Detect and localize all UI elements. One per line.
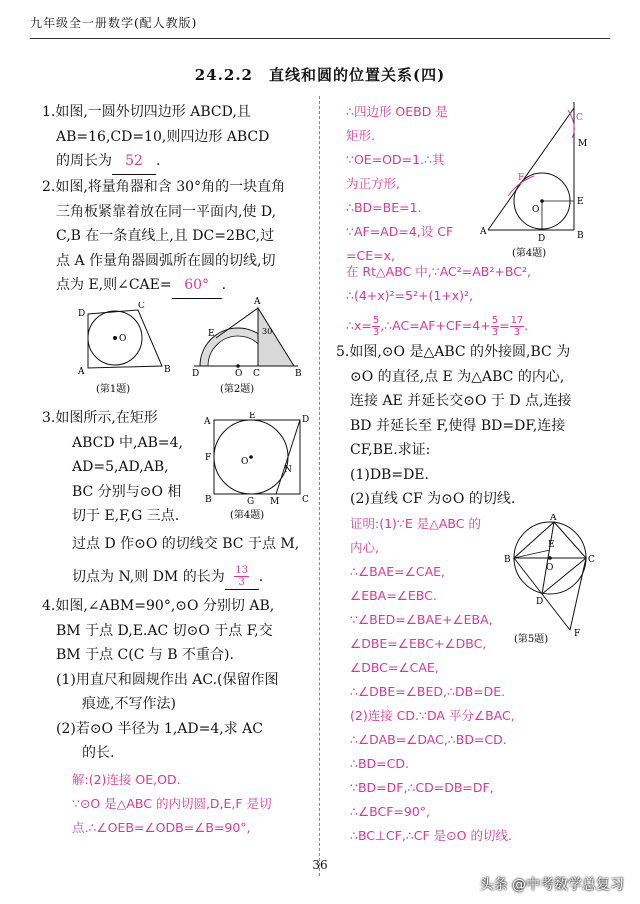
fig5-caption: (第5题) [514, 634, 549, 645]
question-5-solution: ∵∠BED=∠BAE+∠EBA, ∠DBE=∠EBC+∠DBC, ∠DBC=∠CAE, ∴∠DBE=∠BED,∴DB=DE. (2)连接 CD.∵DA 平分∠BAC, ∴∠DAB=∠DAC,∴BD=CD. ∴BD=CD. ∵BD=DF,∴CD=DB=DF, ∴∠BCF=90°, ∴BC⊥CF,∴CF 是⊙O 的切线. [350, 612, 515, 843]
fig1-caption: (第1题) [96, 384, 131, 395]
fig4t-caption: (第4题) [512, 248, 547, 259]
figure-5 [500, 514, 610, 648]
fig4t-label-c: C [576, 113, 583, 123]
fig4r-label-o: O [241, 457, 249, 467]
fig4t-label-m: M [578, 139, 588, 149]
page-number: 36 [312, 858, 328, 872]
fig5-label-d: D [536, 597, 544, 607]
fig1-label-d: D [78, 309, 86, 319]
fig2-label-o: O [235, 369, 243, 379]
figure-2 [190, 296, 310, 398]
fig5-label-f: F [574, 629, 581, 639]
q2-answer-blank [172, 273, 222, 299]
fig4r-caption: (第4题) [230, 510, 265, 521]
fig2-label-c: C [253, 369, 260, 379]
fig5-label-e: E [548, 540, 555, 550]
column-divider [319, 96, 320, 876]
q3-answer-denominator: 3 [238, 577, 245, 588]
figure-4-triangle [478, 98, 610, 264]
question-5-solution-top: 证明:(1)∵E 是△ABC 的 内心, ∴∠BAE=∠CAE, ∠EBA=∠EBC. [350, 516, 481, 603]
fig4r-label-c: C [302, 495, 309, 505]
fig5-label-a: A [550, 514, 557, 523]
fig4r-label-g: G [247, 497, 255, 507]
fig2-label-d: D [192, 369, 200, 379]
fig4r-label-m: M [270, 497, 280, 507]
question-4-solution: 解:(2)连接 OE,OD. ∵⊙O 是△ABC 的内切圆,D,E,F 是切 点.∴∠OEB=∠ODB=∠B=90°, [72, 772, 272, 835]
fig2-label-a: A [254, 297, 261, 307]
fig4r-label-b: B [205, 495, 212, 505]
question-2: 2.如图,将量角器和含 30°角的一块直角 三角板紧靠着放在同一平面内,使 D, C,B 在一条直线上,且 DC=2BC,过 点 A 作量角器圆弧所在圆的切线,切 点为 E,则∠CAE= 60° . [42, 175, 314, 299]
fig4r-label-f: F [205, 453, 212, 463]
fig5-label-b: B [504, 555, 511, 565]
fig4t-label-e: E [577, 197, 584, 207]
fig2-caption: (第2题) [220, 384, 255, 395]
fig1-label-c: C [138, 302, 145, 311]
fig4t-label-f: F [518, 173, 525, 183]
question-5: 5.如图,⊙O 是△ABC 的外接圆,BC 为 ⊙O 的直径,点 E 为△ABC 的内心, 连接 AE 并延长交⊙O 于 D 点,连接 BD 并延长至 F,使得 BD=DF,连接 CF,BE.求证: (1)DB=DE. (2)直线 CF 为⊙O 的切线. [336, 344, 572, 507]
running-header: 九年级全一册数学(配人教版) [30, 16, 198, 30]
fig5-label-c: C [588, 555, 595, 565]
q2-answer: 60° [184, 277, 210, 293]
fig4t-label-o: O [532, 205, 540, 215]
watermark: 头条 @中考数学总复习 [479, 877, 624, 893]
fig4r-label-e: E [249, 412, 256, 421]
figure-1 [70, 302, 180, 398]
q3-answer-numerator: 13 [235, 565, 249, 576]
fig4t-label-d: D [538, 234, 546, 244]
fig4r-label-d: D [302, 415, 310, 425]
q1-answer-blank [112, 149, 156, 175]
fig1-label-a: A [78, 367, 85, 377]
question-3-cont: 过点 D 作⊙O 的切线交 BC 于点 M, 切点为 N,则 DM 的长为 $\frac{13}{3}$ . [72, 536, 300, 588]
fig4r-label-n: N [284, 465, 292, 475]
fig1-label-b: B [164, 365, 171, 375]
header-rule [30, 38, 610, 39]
fig2-label-b: B [295, 369, 302, 379]
question-1: 1.如图,一圆外切四边形 ABCD,且 AB=16,CD=10,则四边形 ABCD 的周长为 52 . [42, 100, 312, 175]
figure-4-rectangle [200, 412, 315, 524]
fig2-label-e: E [208, 329, 215, 339]
section-title: 24.2.2 直线和圆的位置关系(四) [194, 66, 446, 84]
fig4t-label-a: A [480, 227, 487, 237]
question-4-solution-cont: ∴四边形 OEBD 是 矩形. ∵OE=OD=1.∴其 为正方形, ∴BD=BE=1. ∵AF=AD=4,设 CF =CE=x, [346, 104, 454, 263]
fig4t-label-b: B [577, 231, 584, 241]
question-4: 4.如图,∠ABM=90°,⊙O 分别切 AB, BM 于点 D,E.AC 切⊙O 于点 F,交 BM 于点 C(C 与 B 不重合). (1)用直尺和圆规作出 AC.(保留作图 痕迹,不写作法) (2)若⊙O 半径为 1,AD=4,求 AC 的长. [42, 598, 279, 761]
q3-answer-blank [225, 565, 259, 591]
fig1-label-o: O [119, 334, 127, 344]
fig5-label-o: O [546, 563, 554, 573]
q1-answer: 52 [125, 153, 143, 169]
fig4r-label-a: A [204, 417, 211, 427]
question-3: 3.如图所示,在矩形 ABCD 中,AB=4, AD=5,AD,AB, BC 分别与⊙O 相 切于 E,F,G 三点. [42, 410, 183, 524]
fig2-label-30: 30 [262, 327, 273, 336]
question-4-solution-end: 在 Rt△ABC 中,∵AC²=AB²+BC², ∴(4+x)²=5²+(1+x)², ∴x= $\frac{5}{3}$ ,∴AC=AF+CF=4+ $\frac{5}{3}$ = $\frac{17}{3}$ . [346, 264, 531, 338]
